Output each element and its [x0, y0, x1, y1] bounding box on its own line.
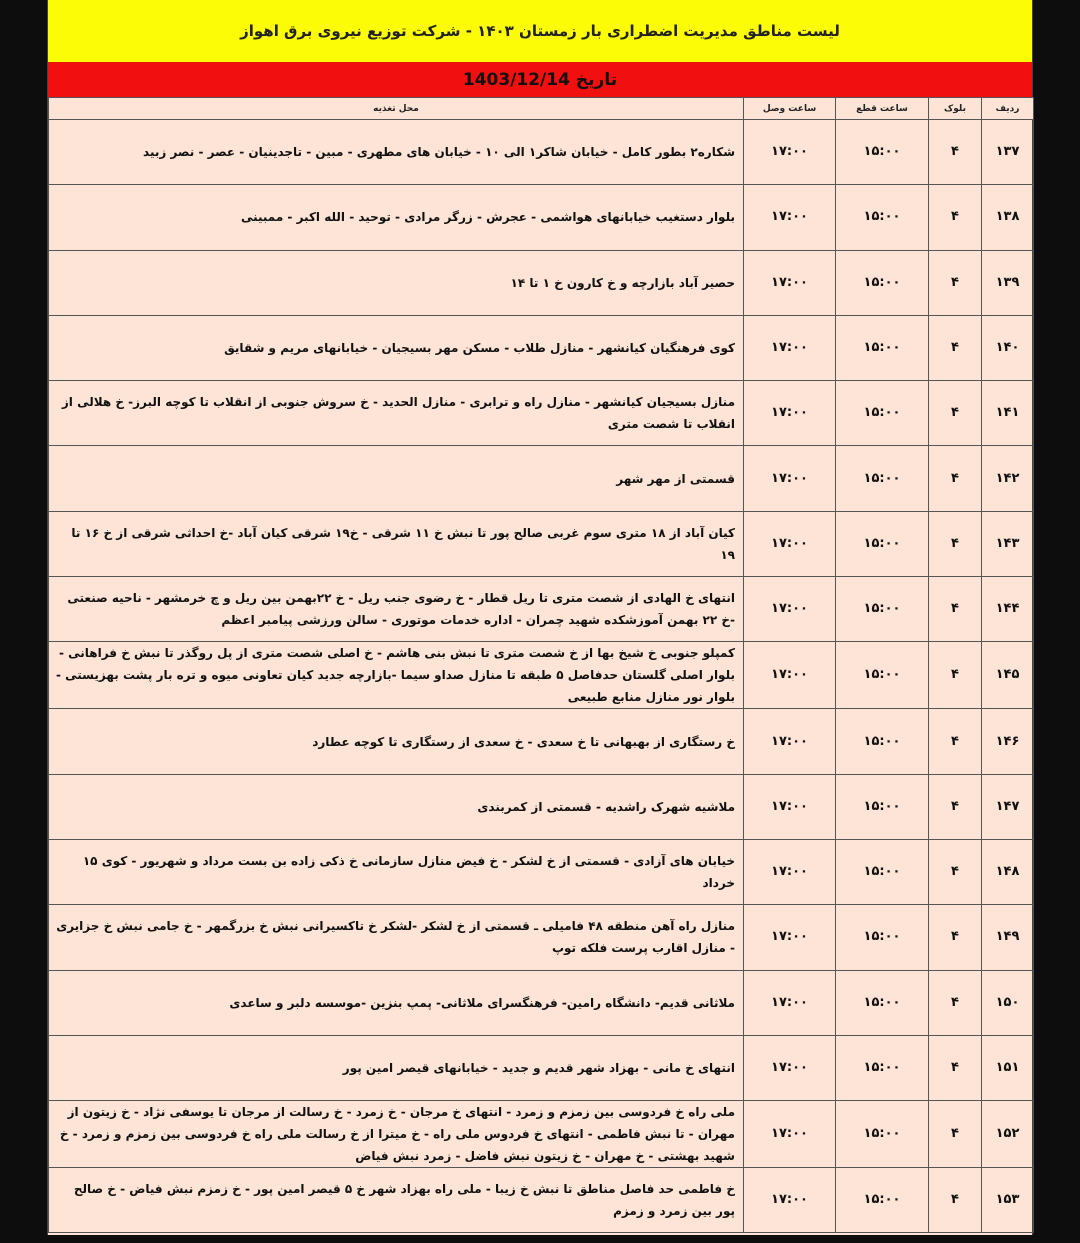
connect-time-cell: ۱۷:۰۰	[744, 839, 836, 904]
table-row	[49, 250, 1034, 315]
table-row	[49, 315, 1034, 380]
table-row	[49, 577, 1034, 642]
table-row	[49, 970, 1034, 1035]
block-cell: ۴	[929, 1168, 982, 1233]
location-cell: منازل راه آهن منطقه ۴۸ فامیلی ـ قسمتی از خ لشکر -لشکر خ تاکسیرانی نبش خ بزرگمهر - خ جامی نبش خ جزایری - منازل اقارب پرست فلکه توپ	[49, 905, 744, 970]
cut-time-cell: ۱۵:۰۰	[836, 250, 929, 315]
row-number-cell: ۱۴۰	[982, 315, 1034, 380]
cut-time-cell: ۱۵:۰۰	[836, 446, 929, 511]
block-cell: ۴	[929, 1035, 982, 1100]
date-label: تاریخ	[575, 69, 618, 90]
row-number-cell: ۱۵۰	[982, 970, 1034, 1035]
row-number-cell: ۱۴۲	[982, 446, 1034, 511]
block-cell: ۴	[929, 905, 982, 970]
cut-time-cell: ۱۵:۰۰	[836, 642, 929, 709]
column-header-cut-time: ساعت قطع	[836, 98, 929, 120]
row-number-cell: ۱۴۹	[982, 905, 1034, 970]
connect-time-cell: ۱۷:۰۰	[744, 1101, 836, 1168]
row-number-cell: ۱۳۹	[982, 250, 1034, 315]
connect-time-cell: ۱۷:۰۰	[744, 709, 836, 774]
cut-time-cell: ۱۵:۰۰	[836, 511, 929, 576]
row-number-cell: ۱۵۳	[982, 1168, 1034, 1233]
page-title: لیست مناطق مدیریت اضطراری بار زمستان ۱۴۰۳ - شرکت توزیع نیروی برق اهواز	[240, 22, 840, 40]
connect-time-cell: ۱۷:۰۰	[744, 185, 836, 250]
location-cell: شکاره۲ بطور کامل - خیابان شاکر۱ الی ۱۰ - خیابان های مطهری - مبین - تاجدینیان - عصر - نصر زبید	[49, 120, 744, 185]
location-cell: ملی راه خ فردوسی بین زمزم و زمرد - انتهای خ مرجان - خ زمرد - خ رسالت از مرجان تا یوسفی نژاد - خ زیتون از مهران - تا نبش فاطمی - انتهای خ فردوس ملی راه - خ میترا از خ رسالت ملی راه خ فردوسی بین زمزم و زمرد - خ شهید بهشتی - خ مهران - خ زیتون نبش فاضل - زمرد نبش فیاض	[49, 1101, 744, 1168]
block-cell: ۴	[929, 315, 982, 380]
location-cell: ملاثانی قدیم- دانشگاه رامین- فرهنگسرای ملاثانی- پمپ بنزین -موسسه دلبر و ساعدی	[49, 970, 744, 1035]
location-cell: قسمتی از مهر شهر	[49, 446, 744, 511]
connect-time-cell: ۱۷:۰۰	[744, 250, 836, 315]
cut-time-cell: ۱۵:۰۰	[836, 774, 929, 839]
connect-time-cell: ۱۷:۰۰	[744, 120, 836, 185]
connect-time-cell: ۱۷:۰۰	[744, 970, 836, 1035]
row-number-cell: ۱۵۱	[982, 1035, 1034, 1100]
row-number-cell: ۱۴۶	[982, 709, 1034, 774]
location-cell: انتهای خ الهادی از شصت متری تا ریل قطار - خ رضوی جنب ریل - خ ۲۲بهمن بین ریل و چ خرمشهر - ناحیه صنعتی -خ ۲۲ بهمن آموزشکده شهید چمران - اداره خدمات موتوری - سالن ورزشی پیامبر اعظم	[49, 577, 744, 642]
row-number-cell: ۱۴۱	[982, 381, 1034, 446]
table-row	[49, 1035, 1034, 1100]
column-header-connect-time: ساعت وصل	[744, 98, 836, 120]
location-cell: منازل بسیجیان کیانشهر - منازل راه و ترابری - منازل الحدید - خ سروش جنوبی از انقلاب تا کوچه البرز- خ هلالی از انقلاب تا شصت متری	[49, 381, 744, 446]
location-cell: کوی فرهنگیان کیانشهر - منازل طلاب - مسکن مهر بسیجیان - خیابانهای مریم و شقایق	[49, 315, 744, 380]
location-cell: انتهای خ مانی - بهزاد شهر قدیم و جدید - خیابانهای قیصر امین پور	[49, 1035, 744, 1100]
block-cell: ۴	[929, 970, 982, 1035]
block-cell: ۴	[929, 709, 982, 774]
connect-time-cell: ۱۷:۰۰	[744, 381, 836, 446]
column-header-location: محل تغذیه	[49, 98, 744, 120]
column-header-block: بلوک	[929, 98, 982, 120]
block-cell: ۴	[929, 446, 982, 511]
block-cell: ۴	[929, 120, 982, 185]
cut-time-cell: ۱۵:۰۰	[836, 1035, 929, 1100]
schedule-table	[48, 97, 1034, 1233]
cut-time-cell: ۱۵:۰۰	[836, 905, 929, 970]
table-row	[49, 1168, 1034, 1233]
table-row	[49, 185, 1034, 250]
table-row	[49, 120, 1034, 185]
cut-time-cell: ۱۵:۰۰	[836, 577, 929, 642]
table-row	[49, 446, 1034, 511]
title-bar	[48, 0, 1032, 63]
row-number-cell: ۱۴۴	[982, 577, 1034, 642]
connect-time-cell: ۱۷:۰۰	[744, 446, 836, 511]
cut-time-cell: ۱۵:۰۰	[836, 120, 929, 185]
block-cell: ۴	[929, 511, 982, 576]
cut-time-cell: ۱۵:۰۰	[836, 709, 929, 774]
table-row	[49, 774, 1034, 839]
connect-time-cell: ۱۷:۰۰	[744, 511, 836, 576]
location-cell: بلوار دستغیب خیابانهای هواشمی - عجرش - زرگر مرادی - توحید - الله اکبر - ممبینی	[49, 185, 744, 250]
location-cell: خ فاطمی حد فاصل مناطق تا نبش خ زیبا - ملی راه بهزاد شهر خ ۵ قیصر امین پور - خ زمزم نبش فیاض - خ صالح پور بین زمرد و زمزم	[49, 1168, 744, 1233]
row-number-cell: ۱۴۷	[982, 774, 1034, 839]
location-cell: حصیر آباد بازارچه و خ کارون خ ۱ تا ۱۴	[49, 250, 744, 315]
table-header-row	[49, 98, 1034, 120]
cut-time-cell: ۱۵:۰۰	[836, 381, 929, 446]
row-number-cell: ۱۳۷	[982, 120, 1034, 185]
document-sheet	[47, 0, 1033, 1235]
connect-time-cell: ۱۷:۰۰	[744, 1035, 836, 1100]
location-cell: خ رستگاری از بهبهانی تا خ سعدی - خ سعدی از رستگاری تا کوچه عطارد	[49, 709, 744, 774]
row-number-cell: ۱۴۸	[982, 839, 1034, 904]
table-row	[49, 1101, 1034, 1168]
row-number-cell: ۱۴۵	[982, 642, 1034, 709]
table-row	[49, 642, 1034, 709]
cut-time-cell: ۱۵:۰۰	[836, 185, 929, 250]
cut-time-cell: ۱۵:۰۰	[836, 839, 929, 904]
row-number-cell: ۱۳۸	[982, 185, 1034, 250]
connect-time-cell: ۱۷:۰۰	[744, 642, 836, 709]
connect-time-cell: ۱۷:۰۰	[744, 1168, 836, 1233]
block-cell: ۴	[929, 774, 982, 839]
connect-time-cell: ۱۷:۰۰	[744, 905, 836, 970]
table-row	[49, 839, 1034, 904]
row-number-cell: ۱۵۲	[982, 1101, 1034, 1168]
cut-time-cell: ۱۵:۰۰	[836, 970, 929, 1035]
table-row	[49, 905, 1034, 970]
column-header-row-number: ردیف	[982, 98, 1034, 120]
location-cell: ملاشیه شهرک راشدیه - قسمتی از کمربندی	[49, 774, 744, 839]
cut-time-cell: ۱۵:۰۰	[836, 1101, 929, 1168]
block-cell: ۴	[929, 250, 982, 315]
connect-time-cell: ۱۷:۰۰	[744, 577, 836, 642]
row-number-cell: ۱۴۳	[982, 511, 1034, 576]
location-cell: کیان آباد از ۱۸ متری سوم غربی صالح پور تا نبش خ ۱۱ شرقی - خ۱۹ شرقی کیان آباد -خ احداثی شرقی از خ ۱۶ تا ۱۹	[49, 511, 744, 576]
table-row	[49, 709, 1034, 774]
cut-time-cell: ۱۵:۰۰	[836, 315, 929, 380]
cut-time-cell: ۱۵:۰۰	[836, 1168, 929, 1233]
block-cell: ۴	[929, 1101, 982, 1168]
block-cell: ۴	[929, 381, 982, 446]
connect-time-cell: ۱۷:۰۰	[744, 315, 836, 380]
date-value: 1403/12/14	[462, 69, 570, 90]
date-bar	[48, 62, 1032, 98]
location-cell: کمپلو جنوبی خ شیخ بها از خ شصت متری تا نبش بنی هاشم - خ اصلی شصت متری از پل روگذر تا نبش خ فراهانی - بلوار اصلی گلستان حدفاصل ۵ طبقه تا منازل صداو سیما -بازارچه جدید کیان تعاونی میوه و تره بار پشت بهزیستی - بلوار نور منازل منابع طبیعی	[49, 642, 744, 709]
connect-time-cell: ۱۷:۰۰	[744, 774, 836, 839]
block-cell: ۴	[929, 185, 982, 250]
block-cell: ۴	[929, 577, 982, 642]
table-row	[49, 511, 1034, 576]
table-row	[49, 381, 1034, 446]
block-cell: ۴	[929, 839, 982, 904]
location-cell: خیابان های آزادی - قسمتی از خ لشکر - خ فیض منازل سازمانی خ ذکی زاده بن بست مرداد و شهریور - کوی ۱۵ خرداد	[49, 839, 744, 904]
block-cell: ۴	[929, 642, 982, 709]
